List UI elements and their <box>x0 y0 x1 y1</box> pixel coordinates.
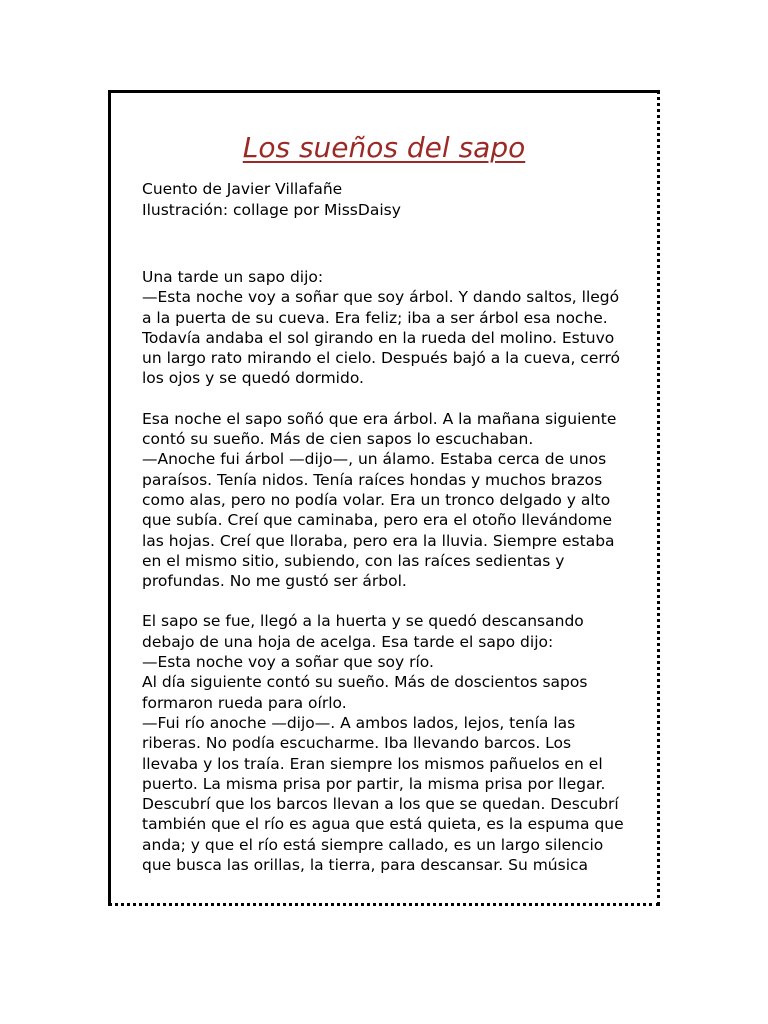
story-title: Los sueños del sapo <box>242 131 526 164</box>
text-line: riberas. No podía escucharme. Iba llevando barcos. Los <box>142 734 572 753</box>
text-line: que busca las orillas, la tierra, para descansar. Su música <box>142 856 589 875</box>
text-line: —Esta noche voy a soñar que soy río. <box>142 653 434 672</box>
text-line: que subía. Creí que caminaba, pero era el otoño llevándome <box>142 511 613 530</box>
paragraph-2 <box>142 409 632 592</box>
text-line: en el mismo sitio, subiendo, con las raíces sedientas y <box>142 551 565 570</box>
text-line: —Fui río anoche —dijo—. A ambos lados, lejos, tenía las <box>142 713 576 732</box>
text-line: anda; y que el río está siempre callado, es un largo silencio <box>142 835 604 854</box>
credits <box>142 179 401 221</box>
text-line: contó su sueño. Más de cien sapos lo escuchaban. <box>142 430 534 449</box>
text-line: llevaba y los traía. Eran siempre los mismos pañuelos en el <box>142 754 603 773</box>
text-line: —Esta noche voy a soñar que soy árbol. Y dando saltos, llegó <box>142 288 620 307</box>
page-frame <box>108 90 660 906</box>
author-credit: Cuento de Javier Villafañe <box>142 180 343 198</box>
text-line: paraísos. Tenía nidos. Tenía raíces hondas y muchos brazos <box>142 470 603 489</box>
text-line: Todavía andaba el sol girando en la rueda del molino. Estuvo <box>142 328 615 347</box>
text-line: también que el río es agua que está quieta, es la espuma que <box>142 815 624 834</box>
text-line: puerto. La misma prisa por partir, la misma prisa por llegar. <box>142 774 606 793</box>
text-line: profundas. No me gustó ser árbol. <box>142 572 407 591</box>
text-line: como alas, pero no podía volar. Era un tronco delgado y alto <box>142 490 611 509</box>
text-line: un largo rato mirando el cielo. Después bajó a la cueva, cerró <box>142 349 620 368</box>
text-line: debajo de una hoja de acelga. Esa tarde el sapo dijo: <box>142 632 554 651</box>
text-line: Esa noche el sapo soñó que era árbol. A la mañana siguiente <box>142 409 617 428</box>
text-line: El sapo se fue, llegó a la huerta y se quedó descansando <box>142 612 584 631</box>
text-line: formaron rueda para oírlo. <box>142 693 347 712</box>
text-line: —Anoche fui árbol —dijo—, un álamo. Estaba cerca de unos <box>142 450 607 469</box>
text-line: Descubrí que los barcos llevan a los que se quedan. Descubrí <box>142 795 619 814</box>
paragraph-1 <box>142 267 632 389</box>
text-line: Al día siguiente contó su sueño. Más de doscientos sapos <box>142 673 588 692</box>
paragraph-3 <box>142 611 632 875</box>
text-line: a la puerta de su cueva. Era feliz; iba a ser árbol esa noche. <box>142 308 608 327</box>
text-line: las hojas. Creí que lloraba, pero era la lluvia. Siempre estaba <box>142 531 615 550</box>
story-body <box>142 267 632 895</box>
illustration-credit: Ilustración: collage por MissDaisy <box>142 201 401 219</box>
text-line: Una tarde un sapo dijo: <box>142 268 324 286</box>
text-line: los ojos y se quedó dormido. <box>142 369 364 388</box>
